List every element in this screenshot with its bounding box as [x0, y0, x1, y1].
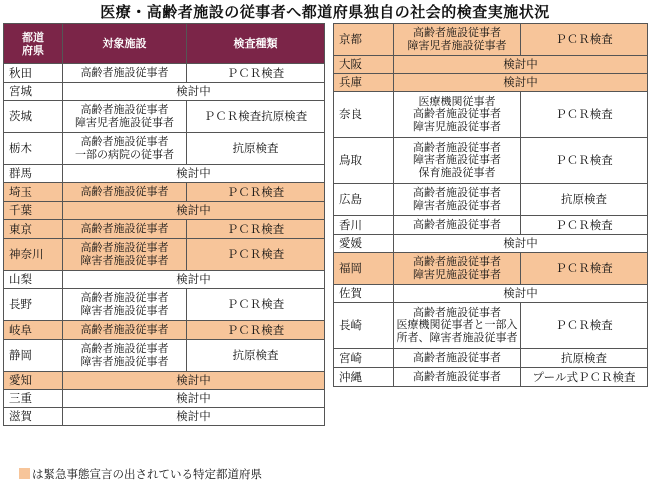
- facility-cell: 高齢者施設従事者: [63, 321, 187, 340]
- table-row: [4, 133, 325, 165]
- table-row: [334, 253, 648, 285]
- prefecture-cell: 京都: [334, 24, 394, 56]
- table-row: [4, 289, 325, 321]
- facility-cell: 高齢者施設従事者 障害者施設従事者: [63, 289, 187, 321]
- legend: [19, 466, 262, 482]
- table-row: [334, 235, 648, 253]
- status-cell: 検討中: [63, 202, 325, 220]
- prefecture-cell: 神奈川: [4, 239, 63, 271]
- table-row: [4, 202, 325, 220]
- facility-cell: 高齢者施設従事者: [63, 220, 187, 239]
- status-cell: 検討中: [63, 372, 325, 390]
- test-type-cell: ＰＣＲ検査: [187, 220, 325, 239]
- test-type-cell: 抗原検査: [521, 184, 648, 216]
- status-cell: 検討中: [63, 83, 325, 101]
- table-row: [334, 368, 648, 387]
- facility-cell: 高齢者施設従事者 障害者施設従事者: [394, 184, 521, 216]
- facility-cell: 高齢者施設従事者: [63, 183, 187, 202]
- table-row: [4, 408, 325, 426]
- table-row: [334, 56, 648, 74]
- table-row: [4, 64, 325, 83]
- header-prefecture: 都道 府県: [4, 24, 63, 64]
- table-row: [4, 321, 325, 340]
- test-type-cell: ＰＣＲ検査: [187, 289, 325, 321]
- prefecture-cell: 秋田: [4, 64, 63, 83]
- prefecture-cell: 佐賀: [334, 285, 394, 303]
- facility-cell: 高齢者施設従事者: [63, 64, 187, 83]
- prefecture-cell: 三重: [4, 390, 63, 408]
- right-table-body: [334, 24, 648, 387]
- facility-cell: 高齢者施設従事者 障害者施設従事者 保育施設従事者: [394, 138, 521, 184]
- facility-cell: 高齢者施設従事者 障害者施設従事者: [63, 239, 187, 271]
- table-row: [4, 239, 325, 271]
- status-cell: 検討中: [394, 285, 648, 303]
- test-type-cell: ＰＣＲ検査: [187, 183, 325, 202]
- prefecture-cell: 長崎: [334, 303, 394, 349]
- test-type-cell: ＰＣＲ検査: [521, 253, 648, 285]
- test-type-cell: ＰＣＲ検査: [521, 303, 648, 349]
- table-row: [334, 184, 648, 216]
- test-type-cell: ＰＣＲ検査: [187, 239, 325, 271]
- facility-cell: 高齢者施設従事者 一部の病院の従事者: [63, 133, 187, 165]
- test-type-cell: ＰＣＲ検査: [521, 216, 648, 235]
- header-facility: 対象施設: [63, 24, 187, 64]
- status-cell: 検討中: [394, 235, 648, 253]
- prefecture-cell: 滋賀: [4, 408, 63, 426]
- test-type-cell: 抗原検査: [521, 349, 648, 368]
- table-row: [334, 303, 648, 349]
- prefecture-cell: 兵庫: [334, 74, 394, 92]
- prefecture-cell: 大阪: [334, 56, 394, 74]
- table-row: [334, 216, 648, 235]
- prefecture-cell: 静岡: [4, 340, 63, 372]
- facility-cell: 高齢者施設従事者: [394, 368, 521, 387]
- prefecture-cell: 広島: [334, 184, 394, 216]
- prefecture-cell: 鳥取: [334, 138, 394, 184]
- table-row: [334, 349, 648, 368]
- test-type-cell: ＰＣＲ検査: [187, 64, 325, 83]
- test-type-cell: 抗原検査: [187, 340, 325, 372]
- table-row: [4, 183, 325, 202]
- status-cell: 検討中: [394, 56, 648, 74]
- test-type-cell: ＰＣＲ検査: [187, 321, 325, 340]
- prefecture-cell: 沖縄: [334, 368, 394, 387]
- status-cell: 検討中: [394, 74, 648, 92]
- prefecture-cell: 千葉: [4, 202, 63, 220]
- table-row: [4, 340, 325, 372]
- left-table: [3, 23, 325, 426]
- status-cell: 検討中: [63, 408, 325, 426]
- test-type-cell: プール式ＰＣＲ検査: [521, 368, 648, 387]
- left-table-body: [4, 64, 325, 426]
- prefecture-cell: 埼玉: [4, 183, 63, 202]
- prefecture-cell: 群馬: [4, 165, 63, 183]
- test-type-cell: ＰＣＲ検査: [521, 92, 648, 138]
- prefecture-cell: 東京: [4, 220, 63, 239]
- prefecture-cell: 愛知: [4, 372, 63, 390]
- facility-cell: 高齢者施設従事者: [394, 216, 521, 235]
- prefecture-cell: 香川: [334, 216, 394, 235]
- table-row: [4, 372, 325, 390]
- right-table: [333, 23, 648, 387]
- table-row: [334, 74, 648, 92]
- table-row: [334, 138, 648, 184]
- prefecture-cell: 奈良: [334, 92, 394, 138]
- table-row: [4, 83, 325, 101]
- prefecture-cell: 宮崎: [334, 349, 394, 368]
- table-row: [4, 220, 325, 239]
- page-title: 医療・高齢者施設の従事者へ都道府県独自の社会的検査実施状況: [100, 3, 550, 21]
- facility-cell: 高齢者施設従事者: [394, 349, 521, 368]
- facility-cell: 高齢者施設従事者 障害者施設従事者: [63, 340, 187, 372]
- test-type-cell: 抗原検査: [187, 133, 325, 165]
- facility-cell: 高齢者施設従事者 障害児者施設従事者: [394, 24, 521, 56]
- prefecture-cell: 栃木: [4, 133, 63, 165]
- facility-cell: 高齢者施設従事者 医療機関従事者と一部入 所者、障害者施設従事者: [394, 303, 521, 349]
- legend-swatch: [19, 468, 30, 479]
- status-cell: 検討中: [63, 390, 325, 408]
- table-row: [334, 24, 648, 56]
- facility-cell: 医療機関従事者 高齢者施設従事者 障害児施設従事者: [394, 92, 521, 138]
- legend-text: は緊急事態宣言の出されている特定都道府県: [32, 467, 262, 481]
- prefecture-cell: 茨城: [4, 101, 63, 133]
- table-row: [334, 92, 648, 138]
- table-row: [4, 101, 325, 133]
- prefecture-cell: 宮城: [4, 83, 63, 101]
- facility-cell: 高齢者施設従事者 障害児施設従事者: [394, 253, 521, 285]
- prefecture-cell: 長野: [4, 289, 63, 321]
- prefecture-cell: 福岡: [334, 253, 394, 285]
- test-type-cell: ＰＣＲ検査抗原検査: [187, 101, 325, 133]
- status-cell: 検討中: [63, 165, 325, 183]
- prefecture-cell: 愛媛: [334, 235, 394, 253]
- status-cell: 検討中: [63, 271, 325, 289]
- table-row: [4, 271, 325, 289]
- table-row: [4, 390, 325, 408]
- test-type-cell: ＰＣＲ検査: [521, 138, 648, 184]
- prefecture-cell: 山梨: [4, 271, 63, 289]
- table-row: [334, 285, 648, 303]
- table-row: [4, 165, 325, 183]
- header-test-type: 検査種類: [187, 24, 325, 64]
- test-type-cell: ＰＣＲ検査: [521, 24, 648, 56]
- facility-cell: 高齢者施設従事者 障害児者施設従事者: [63, 101, 187, 133]
- prefecture-cell: 岐阜: [4, 321, 63, 340]
